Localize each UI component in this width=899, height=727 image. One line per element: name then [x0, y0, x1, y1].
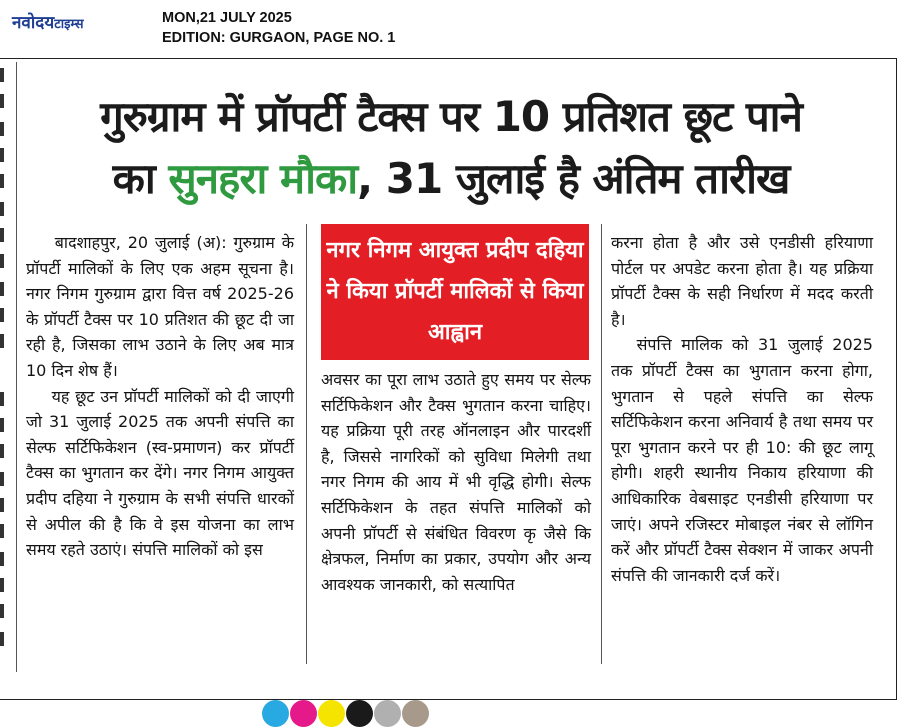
article-column-1 [26, 230, 294, 563]
paragraph: अवसर का पूरा लाभ उठाते हुए समय पर सेल्फ सर्टिफिकेशन और टैक्स भुगतान करना चाहिए। यह प्रक्रिया पूरी तरह ऑनलाइन और पारदर्शी है, जिससे नागरिकों को सुविधा मिलेगी तथा नगर निगम की आय में भी वृद्धि होगी। सेल्फ सर्टिफिकेशन के तहत संपत्ति मालिकों को अपनी प्रॉपर्टी से संबंधित विवरण कृ जैसे कि क्षेत्रफल, निर्माण का प्रकार, उपयोग और अन्य आवश्यक जानकारी, को सत्यापित [321, 370, 591, 594]
headline-line-1: गुरुग्राम में प्रॉपर्टी टैक्स पर 10 प्रतिशत छूट पाने [100, 92, 802, 141]
column-divider [306, 224, 307, 664]
publication-date: MON,21 JULY 2025 [162, 10, 292, 26]
adjacent-column-edge [0, 62, 18, 672]
subheadline-text: नगर निगम आयुक्त प्रदीप दहिया ने किया प्रॉपर्टी मालिकों से किया आह्वान [326, 238, 584, 345]
article-column-2 [321, 367, 591, 597]
paragraph: संपत्ति मालिक को 31 जुलाई 2025 तक प्रॉपर्टी टैक्स का भुगतान करना होगा, भुगतान से पहले संपत्ति का सेल्फ सर्टिफिकेशन करना अनिवार्य है तथा समय पर पूरा भुगतान करने पर ही 10: की छूट लागू होगी। शहरी स्थानीय निकाय हरियाणा की आधिकारिक वेबसाइट एनडीसी हरियाणा पर जाएं। अपने रजिस्टर मोबाइल नंबर से लॉगिन करें और प्रॉपर्टी टैक्स सेक्शन में जाकर अपनी संपत्ति की जानकारी दर्ज करें। [611, 335, 873, 585]
edition-info [162, 8, 395, 48]
logo-sub-text: टाइम्स [54, 17, 84, 32]
article-headline [20, 86, 882, 210]
headline-prefix: का [112, 154, 169, 203]
paragraph: यह छूट उन प्रॉपर्टी मालिकों को दी जाएगी जो 31 जुलाई 2025 तक अपनी संपत्ति का सेल्फ सर्टिफिकेशन (स्व-प्रमाणन) कर प्रॉपर्टी टैक्स का भुगतान कर देंगे। नगर निगम आयुक्त प्रदीप दहिया ने गुरुग्राम के सभी संपत्ति धारकों से अपील की है कि वे इस योजना का लाभ समय रहते उठाएं। संपत्ति मालिकों को इस [26, 386, 294, 560]
headline-suffix: , 31 जुलाई है अंतिम तारीख [357, 154, 790, 203]
headline-highlight: सुनहरा मौका [168, 154, 358, 203]
page-header [0, 0, 899, 58]
edition-page: EDITION: GURGAON, PAGE NO. 1 [162, 30, 396, 46]
paragraph: बादशाहपुर, 20 जुलाई (अ): गुरुग्राम के प्रॉपर्टी मालिकों के लिए एक अहम सूचना है। नगर निगम गुरुग्राम द्वारा वित्त वर्ष 2025-26 के प्रॉपर्टी टैक्स पर 10 प्रतिशत की छूट दी जा रही है, जिसका लाभ उठाने के लिए अब मात्र 10 दिन शेष हैं। [26, 233, 294, 380]
article-column-3 [611, 230, 873, 588]
newspaper-logo [12, 10, 84, 33]
column-divider [601, 224, 602, 664]
paragraph: करना होता है और उसे एनडीसी हरियाणा पोर्टल पर अपडेट करना होता है। यह प्रक्रिया प्रॉपर्टी टैक्स के सही निर्धारण में मदद करती है। [611, 233, 873, 329]
subheadline-box [321, 224, 589, 360]
logo-main-text: नवोदय [12, 13, 55, 33]
headline-line-2 [20, 148, 882, 210]
print-color-registration-marks [262, 700, 432, 714]
